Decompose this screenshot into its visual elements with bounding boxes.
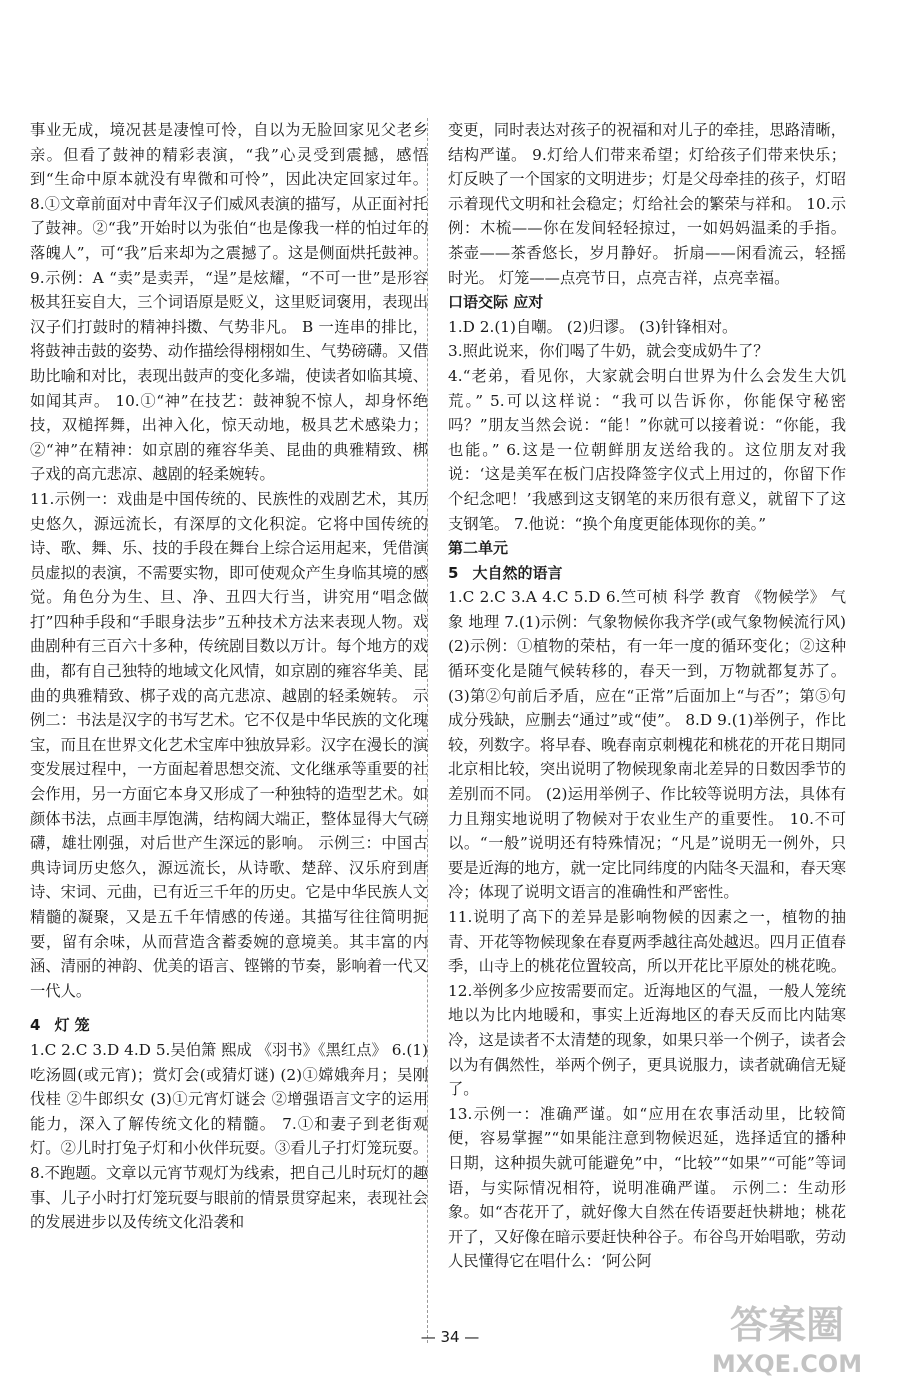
lesson-number: 4 (30, 1016, 41, 1035)
answer-paragraph: 变更，同时表达对孩子的祝福和对儿子的牵挂，思路清晰，结构严谨。 9.灯给人们带来希望；灯给孩子们带来快乐；灯反映了一个国家的文明进步；灯是父母牵挂的孩子，灯昭示着现代文明和社会稳定；灯给社会的繁荣与祥和。 10.示例：木梳——你在发间轻轻掠过，一如妈妈温柔的手指。 茶壶——茶香悠长，岁月静好。 折扇——闲看流云，轻摇时光。 灯笼——点亮节日，点亮吉祥，点亮幸福。 (448, 121, 846, 287)
column-divider (427, 118, 428, 1343)
watermark-logo (692, 1294, 882, 1380)
answer-paragraph: 1.C 2.C 3.A 4.C 5.D 6.竺可桢 科学 教育 《物候学》 气象 地理 7.(1)示例：气象物候你我齐学(或气象物候流行风) (2)示例：①植物的荣枯，有一年一度的循环变化；②这种循环变化是随气候转移的，春天一到，万物就都复苏了。 (3)第②句前后矛盾，应在“正常”后面加上“与否”；第⑤句成分残缺，应删去“通过”或“使”。 8.D 9.(1)举例子，作比较，列数字。将早春、晚春南京刺槐花和桃花的开花日期同北京相比较，突出说明了物候现象南北差异的日数因季节的差别而不同。 (2)运用举例子、作比较等说明方法，具体有力且翔实地说明了物候对于农业生产的重要性。 10.不可以。“一般”说明还有特殊情况；“凡是”说明无一例外，只要是近海的地方，就一定比同纬度的内陆冬天温和，春天寒冷；体现了说明文语言的准确性和严密性。 (448, 588, 846, 902)
lesson-4-heading (30, 1013, 428, 1038)
left-column (30, 118, 428, 1235)
oral-communication-heading: 口语交际 应对 (448, 293, 544, 312)
answer-paragraph: 11.说明了高下的差异是影响物候的因素之一，植物的抽青、开花等物候现象在春夏两季越往高处越迟。四月正值春季，山寺上的桃花位置较高，所以开花比平原处的桃花晚。 12.举例多少应按需要而定。近海地区的气温，一般人笼统地以为比内地暖和，事实上近海地区的春天反而比内陆寒冷，这是读者不太清楚的现象，如果只举一个例子，读者会以为有偶然性，举两个例子，更具说服力，读者就确信无疑了。 (448, 908, 846, 1099)
answer-paragraph: 事业无成，境况甚是凄惶可怜，自以为无脸回家见父老乡亲。但看了鼓神的精彩表演，“我”心灵受到震撼，感悟到“生命中原本就没有卑微和可怜”，因此决定回家过年。 8.①文章前面对中青年汉子们威风表演的描写，从正面衬托了鼓神。②“我”开始时以为张伯“也是像我一样的怕过年的落魄人”，可“我”后来却为之震撼了。这是侧面烘托鼓神。 9.示例：A “卖”是卖弄，“逞”是炫耀，“不可一世”是形容极其狂妄自大，三个词语原是贬义，这里贬词褒用，表现出汉子们打鼓时的精神抖擞、气势非凡。 B 一连串的排比，将鼓神击鼓的姿势、动作描绘得栩栩如生、气势磅礴。又借助比喻和对比，表现出鼓声的变化多端，使读者如临其境、如闻其声。 10.①“神”在技艺：鼓神貌不惊人，却身怀绝技，双槌挥舞，出神入化，惊天动地，极具艺术感染力；②“神”在精神：如京剧的雍容华美、昆曲的典雅精致、梆子戏的高亢悲凉、越剧的轻柔婉转。 (30, 121, 428, 484)
page-number: — 34 — (420, 1328, 480, 1346)
answer-paragraph: 13.示例一：准确严谨。如“应用在农事活动里，比较简便，容易掌握”“如果能注意到物候迟延，选择适宜的播种日期，这种损失就可能避免”中，“比较”“如果”“可能”等词语，与实际情况相符，说明准确严谨。 示例二：生动形象。如“杏花开了，就好像大自然在传语要赶快耕地；桃花开了，又好像在暗示要赶快种谷子。布谷鸟开始唱歌，劳动人民懂得它在唱什么：‘阿公阿 (448, 1104, 846, 1271)
unit-heading: 第二单元 (448, 539, 509, 558)
answer-line: 4.“老弟，看见你，大家就会明白世界为什么会发生大饥荒。” 5.可以这样说：“我可以告诉你，你能保守秘密吗？”朋友当然会说：“能！”你就可以接着说：“你能，我也能。” 6.这是一位朝鲜朋友送给我的。这位朋友对我说：‘这是美军在板门店投降签字仪式上用过的，你留下作个纪念吧！’我感到这支钢笔的来历很有意义，就留下了这支钢笔。 7.他说：“换个角度更能体现你的美。” (448, 366, 846, 533)
answer-line: 1.D 2.(1)自嘲。 (2)归谬。 (3)针锋相对。 (448, 317, 738, 336)
lesson-title: 灯 笼 (54, 1016, 90, 1035)
answer-line: 3.照此说来，你们喝了牛奶，就会变成奶牛了？ (448, 342, 769, 361)
answer-paragraph: 11.示例一：戏曲是中国传统的、民族性的戏剧艺术，其历史悠久，源远流长，有深厚的文化积淀。它将中国传统的诗、歌、舞、乐、技的手段在舞台上综合运用起来，凭借演员虚拟的表演，不需要实物，即可使观众产生身临其境的感觉。角色分为生、旦、净、丑四大行当，讲究用“唱念做打”四种手段和“手眼身法步”五种技术方法来表现人物。戏曲剧种有三百六十多种，传统剧目数以万计。每个地方的戏曲，都有自己独特的地域文化风情，如京剧的雍容华美、昆曲的典雅精致、梆子戏的高亢悲凉、越剧的轻柔婉转。 示例二：书法是汉字的书写艺术。它不仅是中华民族的文化瑰宝，而且在世界文化艺术宝库中独放异彩。汉字在漫长的演变发展过程中，一方面起着思想交流、文化继承等重要的社会作用，另一方面它本身又形成了一种独特的造型艺术。如颜体书法，点画丰厚饱满，结构阔大端正，整体显得大气磅礴，雄壮刚强，对后世产生深远的影响。 示例三：中国古典诗词历史悠久，源远流长，从诗歌、楚辞、汉乐府到唐诗、宋词、元曲，已有近三千年的历史。它是中华民族人文精髓的凝聚，又是五千年情感的传递。其描写往往简明扼要，留有余味，从而营造含蓄委婉的意境美。其丰富的内涵、清丽的神韵、优美的语言、铿锵的节奏，影响着一代又一代人。 (30, 489, 428, 1000)
watermark-line-2: MXQE.COM (711, 1350, 863, 1378)
lesson-5-heading (448, 561, 846, 586)
watermark-line-1: 答案圈 (729, 1303, 845, 1347)
right-column (448, 118, 846, 1274)
answer-paragraph: 1.C 2.C 3.D 4.D 5.吴伯箫 熙成 《羽书》《黑红点》 6.(1)吃汤圆(或元宵)；赏灯会(或猜灯谜) (2)①嫦娥奔月；吴刚伐桂 ②牛郎织女 (3)①元宵灯谜会 ②增强语言文字的运用能力，深入了解传统文化的精髓。 7.①和妻子到老街观灯。②儿时打兔子灯和小伙伴玩耍。③看儿子打灯笼玩耍。 8.不跑题。文章以元宵节观灯为线索，把自己儿时玩灯的趣事、儿子小时打灯笼玩耍与眼前的情景贯穿起来，表现社会的发展进步以及传统文化沿袭和 (30, 1040, 428, 1232)
lesson-number: 5 (448, 563, 459, 582)
lesson-title: 大自然的语言 (472, 563, 563, 582)
